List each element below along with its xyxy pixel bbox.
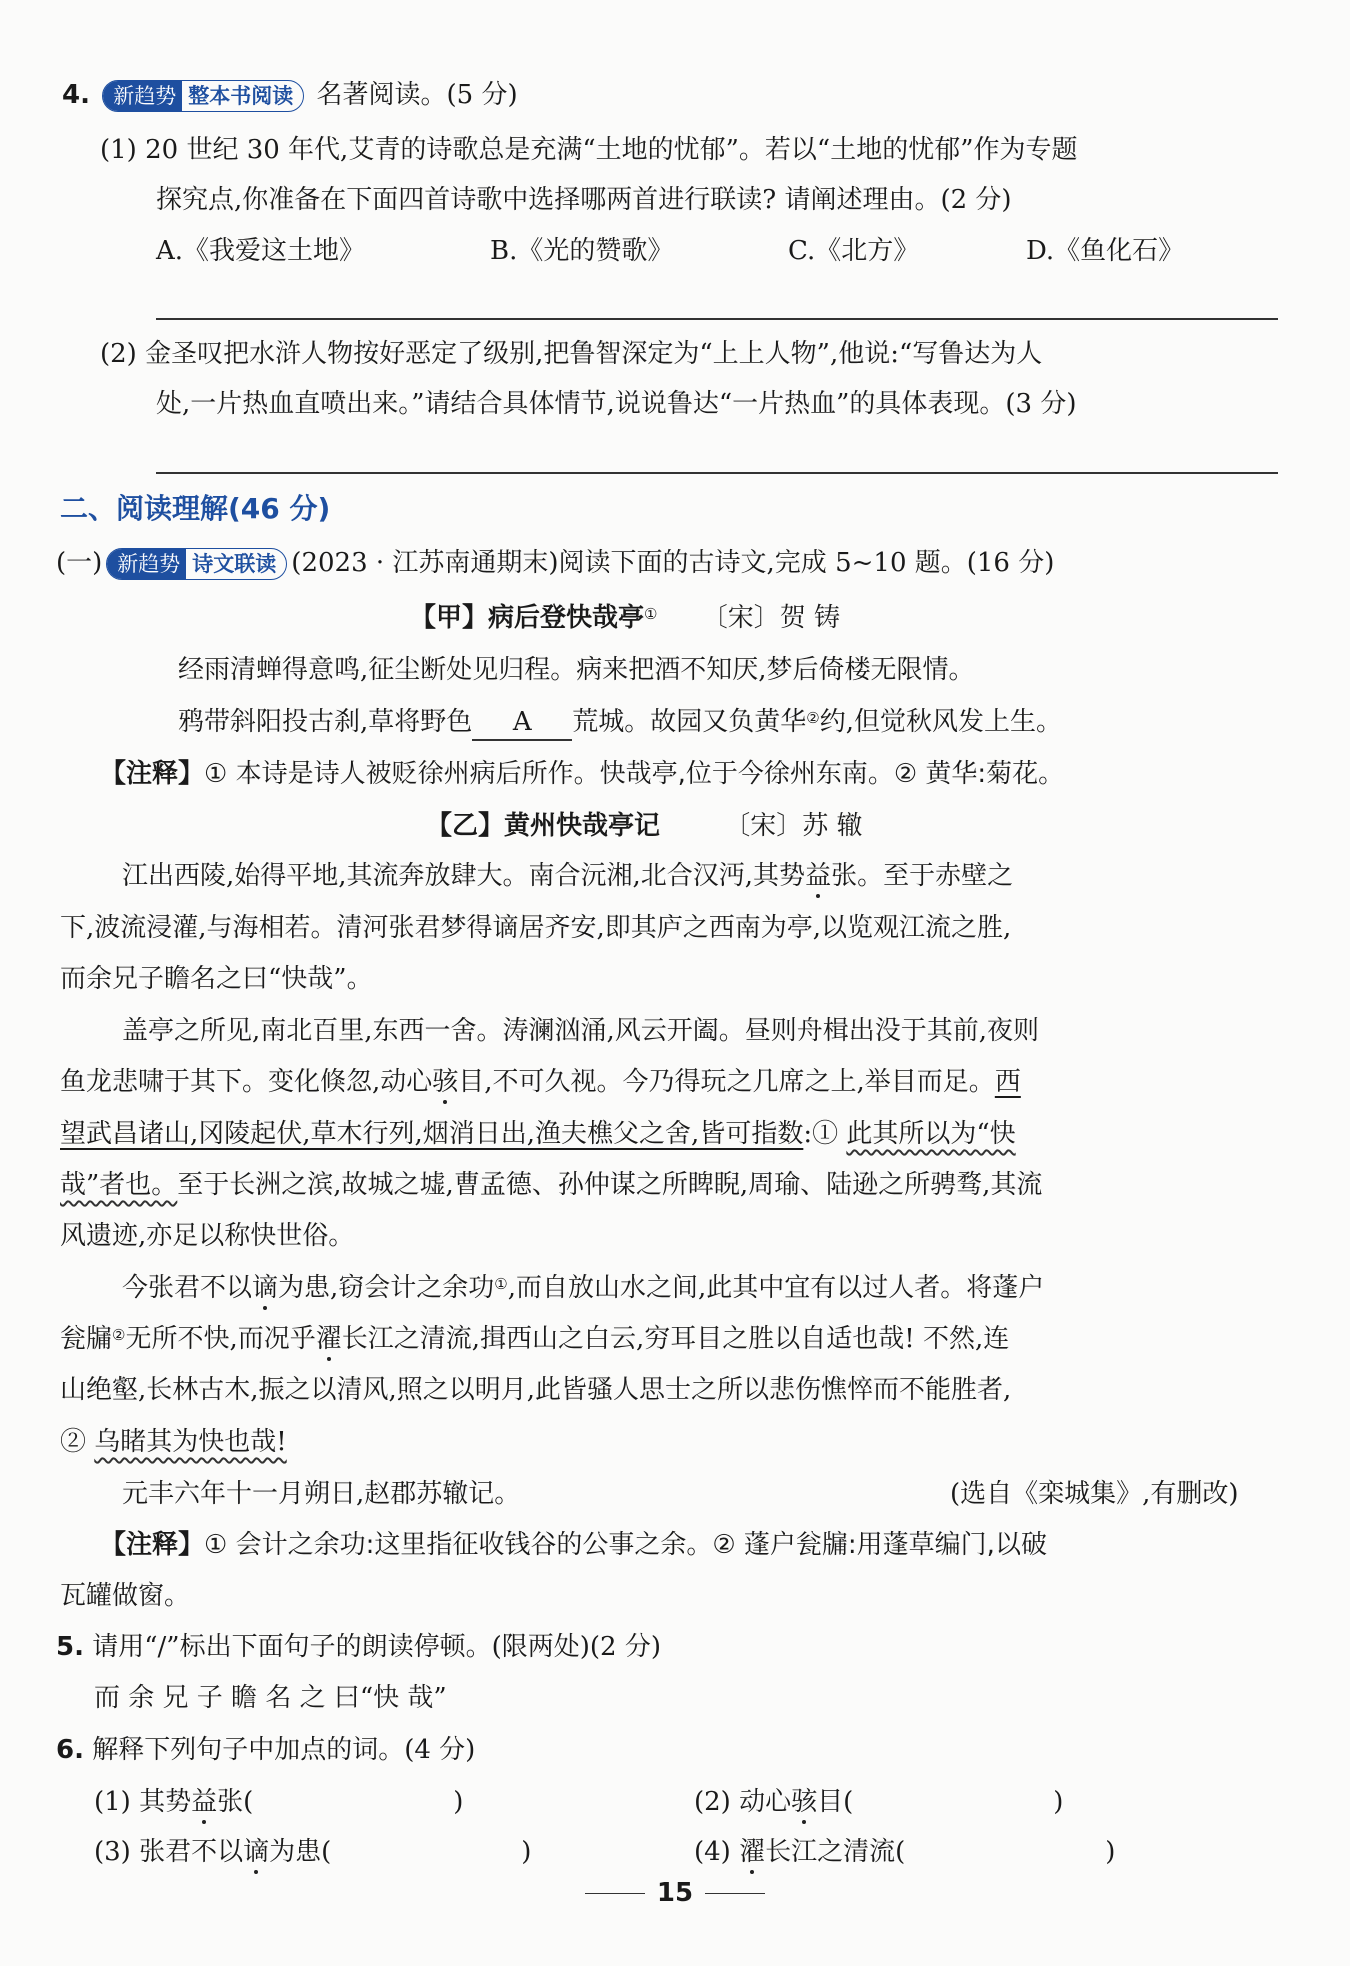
note-text: ① 本诗是诗人被贬徐州病后所作。快哉亭,位于今徐州东南。② 黄华:菊花。 <box>204 759 1065 789</box>
dotted-word: 益 <box>805 861 832 891</box>
poem-line-2 <box>178 705 1062 741</box>
q6-item-1[interactable] <box>94 1785 463 1819</box>
text: 今张君不以 <box>122 1273 253 1303</box>
badge-dark-label: 新趋势 <box>103 81 182 111</box>
prose-p2-l1: 盖亭之所见,南北百里,东西一舍。涛澜汹涌,风云开阖。昼则舟楫出没于其前,夜则 <box>122 1016 1040 1046</box>
underlined-text: 望武昌诸山,冈陵起伏,草木行列,烟消日出,渔夫樵父之舍,皆可指数 <box>60 1119 804 1149</box>
prose-p3-l4 <box>60 1425 287 1459</box>
text: 无所不快,而况乎 <box>125 1324 316 1354</box>
prose-p2-l2 <box>60 1065 1021 1099</box>
question-number: 4. <box>62 80 90 110</box>
text: (1) 其势 <box>94 1787 192 1817</box>
text: :① <box>803 1119 847 1149</box>
part-instruction: (2023 · 江苏南通期末)阅读下面的古诗文,完成 5~10 题。(16 分) <box>291 548 1055 578</box>
text: 长江之清流,揖西山之白云,穷耳目之胜以自适也哉! 不然,连 <box>341 1324 1010 1354</box>
dotted-word: 谪 <box>243 1837 270 1867</box>
section-title: 二、阅读理解(46 分) <box>60 492 331 525</box>
q4-part1-line2: 探究点,你准备在下面四首诗歌中选择哪两首进行联读? 请阐述理由。(2 分) <box>156 185 1012 215</box>
text: 为患( <box>269 1837 332 1867</box>
note-text: ① 会计之余功:这里指征收钱谷的公事之余。② 蓬户瓮牖:用蓬草编门,以破 <box>204 1530 1047 1560</box>
poem-title: 【甲】病后登快哉亭 <box>410 603 645 633</box>
text: ) <box>521 1837 532 1867</box>
prose-p1-l2: 下,波流浸灌,与海相若。清河张君梦得谪居齐安,即其庐之西南为亭,以览观江流之胜, <box>60 913 1012 943</box>
option-a: A.《我爱这土地》 <box>156 236 366 266</box>
prose-title: 【乙】黄州快哉亭记 <box>426 811 661 841</box>
prose-source: (选自《栾城集》,有删改) <box>950 1479 1239 1509</box>
poem-line-2-a: 鸦带斜阳投古刹,草将野色 <box>178 707 473 737</box>
text: 为患,窃会计之余功 <box>278 1273 495 1303</box>
prose-note <box>100 1528 1047 1562</box>
page-footer <box>0 1878 1350 1908</box>
underlined-text: 西 <box>994 1067 1021 1097</box>
prose-date: 元丰六年十一月朔日,赵郡苏辙记。 <box>122 1479 521 1509</box>
q4-part1-line1: (1) 20 世纪 30 年代,艾青的诗歌总是充满“土地的忧郁”。若以“土地的忧郁”作为专题 <box>100 135 1078 165</box>
prose-p2-l4 <box>60 1168 1042 1202</box>
text: 鱼龙悲啸于其下。变化倏忽,动心 <box>60 1067 433 1097</box>
wavy-underlined-text: 乌睹其为快也哉! <box>94 1427 287 1457</box>
dotted-word: 骇 <box>791 1787 818 1817</box>
part-prefix: (一) <box>56 548 103 578</box>
prose-p1-l1 <box>122 859 1013 893</box>
trend-badge <box>102 80 304 112</box>
q4-part2-line1: (2) 金圣叹把水浒人物按好恶定了级别,把鲁智深定为“上上人物”,他说:“写鲁达为人 <box>100 339 1043 369</box>
text: (2) 动心 <box>694 1787 792 1817</box>
note-label: 【注释】 <box>100 1530 205 1560</box>
prose-p2-l5: 风遗迹,亦足以称快世俗。 <box>60 1221 355 1251</box>
footer-rule-left <box>585 1893 645 1894</box>
dotted-word: 骇 <box>432 1067 459 1097</box>
page-number: 15 <box>656 1878 694 1908</box>
option-b: B.《光的赞歌》 <box>490 236 674 266</box>
trend-badge <box>106 548 287 580</box>
question-text: 解释下列句子中加点的词。(4 分) <box>92 1735 476 1765</box>
q6-item-3[interactable] <box>94 1835 531 1869</box>
poem-line-2-c: 约,但觉秋风发上生。 <box>819 707 1062 737</box>
q6-item-2[interactable] <box>694 1785 1063 1819</box>
text: 长江之清流( <box>765 1837 906 1867</box>
prose-author: 〔宋〕苏 辙 <box>724 811 863 841</box>
poem-heading <box>410 601 840 635</box>
dotted-word: 濯 <box>739 1837 766 1867</box>
text: ,而自放山水之间,此其中宜有以过人者。将蓬户 <box>507 1273 1045 1303</box>
part1-header <box>56 546 1054 580</box>
wavy-underlined-text: 此其所以为“快 <box>846 1119 1016 1149</box>
wavy-underlined-text: 哉”者也。 <box>60 1170 178 1200</box>
text: 张( <box>217 1787 254 1817</box>
text: (3) 张君不以 <box>94 1837 244 1867</box>
badge-light-label: 整本书阅读 <box>188 84 294 108</box>
blank-a[interactable]: A <box>472 705 572 741</box>
option-c: C.《北方》 <box>788 236 920 266</box>
footnote-mark: ② <box>806 709 820 727</box>
dotted-word: 谪 <box>252 1273 279 1303</box>
text: 张。至于赤壁之 <box>831 861 1014 891</box>
prose-p3-l2 <box>60 1322 1009 1356</box>
text: 江出西陵,始得平地,其流奔放肆大。南合沅湘,北合汉沔,其势 <box>122 861 806 891</box>
badge-light-label: 诗文联读 <box>192 552 277 576</box>
poem-author: 〔宋〕贺 铸 <box>701 603 840 633</box>
prose-p3-l1 <box>122 1271 1044 1305</box>
footer-rule-right <box>705 1893 765 1894</box>
prose-heading <box>426 809 863 843</box>
text: 目( <box>817 1787 854 1817</box>
answer-line-2[interactable] <box>156 472 1278 474</box>
q5-sentence[interactable]: 而 余 兄 子 瞻 名 之 曰“快 哉” <box>94 1683 447 1713</box>
text: ) <box>1053 1787 1064 1817</box>
question-5 <box>56 1630 661 1664</box>
poem-line-2-b: 荒城。故园又负黄华 <box>572 707 807 737</box>
footnote-mark: ① <box>644 605 658 623</box>
poem-line-1: 经雨清蝉得意鸣,征尘断处见归程。病来把酒不知厌,梦后倚楼无限情。 <box>178 655 975 685</box>
note-label: 【注释】 <box>100 759 205 789</box>
text: ② <box>60 1427 95 1457</box>
poem-note <box>100 757 1064 791</box>
prose-p2-l3 <box>60 1117 1016 1151</box>
question-title: 名著阅读。(5 分) <box>316 80 518 110</box>
question-number: 6. <box>56 1735 84 1765</box>
question-4-header <box>62 78 518 112</box>
question-6 <box>56 1733 475 1767</box>
answer-line-1[interactable] <box>156 318 1278 320</box>
dotted-word: 益 <box>191 1787 218 1817</box>
badge-dark-label: 新趋势 <box>107 549 186 579</box>
text: 目,不可久视。今乃得玩之几席之上,举目而足。 <box>458 1067 995 1097</box>
q6-item-4[interactable] <box>694 1835 1115 1869</box>
footnote-mark: ② <box>112 1326 126 1344</box>
question-text: 请用“/”标出下面句子的朗读停顿。(限两处)(2 分) <box>92 1632 661 1662</box>
option-d: D.《鱼化石》 <box>1026 236 1185 266</box>
dotted-word: 濯 <box>315 1324 342 1354</box>
prose-p1-l3: 而余兄子瞻名之曰“快哉”。 <box>60 964 373 994</box>
text: ) <box>1105 1837 1116 1867</box>
text: (4) <box>694 1837 740 1867</box>
prose-p3-l3: 山绝壑,长林古木,振之以清风,照之以明月,此皆骚人思士之所以悲伤憔悴而不能胜者, <box>60 1375 1012 1405</box>
footnote-mark: ① <box>494 1275 508 1293</box>
text: ) <box>453 1787 464 1817</box>
q4-part2-line2: 处,一片热血直喷出来。”请结合具体情节,说说鲁达“一片热血”的具体表现。(3 分) <box>156 389 1077 419</box>
text: 瓮牖 <box>60 1324 113 1354</box>
text: 至于长洲之滨,故城之墟,曹孟德、孙仲谋之所睥睨,周瑜、陆逊之所骋骛,其流 <box>177 1170 1043 1200</box>
prose-note-line-2: 瓦罐做窗。 <box>60 1581 191 1611</box>
question-number: 5. <box>56 1632 84 1662</box>
